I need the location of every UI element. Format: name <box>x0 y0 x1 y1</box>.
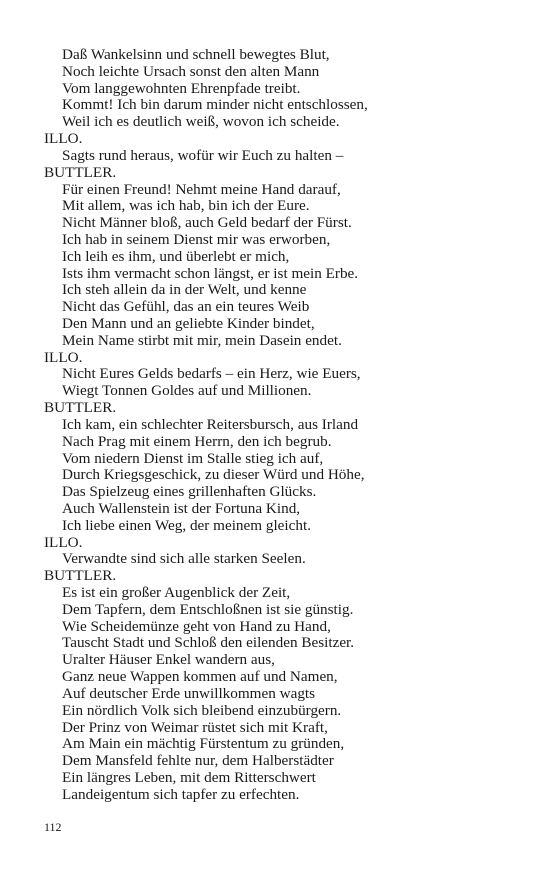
verse-line: Nicht Männer bloß, auch Geld bedarf der Fürst. <box>62 214 352 232</box>
verse-line: Für einen Freund! Nehmt meine Hand darauf, <box>62 180 341 198</box>
verse-line: Tauscht Stadt und Schloß den eilenden Besitzer. <box>62 634 355 652</box>
verse-line: Es ist ein großer Augenblick der Zeit, <box>62 584 291 601</box>
speaker-name: ILLO. <box>44 348 83 366</box>
verse-line: Ganz neue Wappen kommen auf und Namen, <box>62 668 338 686</box>
speaker-name: BUTTLER. <box>44 567 117 585</box>
verse-line: Sagts rund heraus, wofür wir Euch zu halten – <box>62 146 344 164</box>
verse-line: Ich hab in seinem Dienst mir was erworben, <box>62 230 331 248</box>
verse-line: Auch Wallenstein ist der Fortuna Kind, <box>62 499 301 517</box>
verse-line: Ein nördlich Volk sich bleibend einzubürgern. <box>62 701 342 719</box>
speaker-name: ILLO. <box>44 130 83 148</box>
verse-line: Nicht Eures Gelds bedarfs – ein Herz, wie Euers, <box>62 365 361 383</box>
speaker-name: BUTTLER. <box>44 399 117 417</box>
verse-line: Nach Prag mit einem Herrn, den ich begrub. <box>62 432 332 450</box>
verse-line: Noch leichte Ursach sonst den alten Mann <box>62 62 320 80</box>
verse-line: Landeigentum sich tapfer zu erfechten. <box>62 785 300 803</box>
verse-line: Durch Kriegsgeschick, zu dieser Würd und Höhe, <box>62 466 365 484</box>
verse-line: Nicht das Gefühl, das an ein teures Weib <box>62 298 310 316</box>
page-number: 112 <box>44 820 62 834</box>
verse-line: Weil ich es deutlich weiß, wovon ich scheide. <box>62 113 340 131</box>
verse-line: Vom niedern Dienst im Stalle stieg ich auf, <box>62 449 324 467</box>
verse-line: Ich liebe einen Weg, der meinem gleicht. <box>62 516 311 534</box>
verse-line: Uralter Häuser Enkel wandern aus, <box>62 651 275 669</box>
verse-line: Den Mann und an geliebte Kinder bindet, <box>62 315 315 332</box>
verse-line: Daß Wankelsinn und schnell bewegtes Blut, <box>62 46 330 63</box>
verse-line: Mit allem, was ich hab, bin ich der Eure. <box>62 197 310 215</box>
verse-line: Mein Name stirbt mit mir, mein Dasein endet. <box>62 331 342 349</box>
verse-line: Das Spielzeug eines grillenhaften Glücks. <box>62 483 317 501</box>
verse-line: Ein längres Leben, mit dem Ritterschwert <box>62 768 316 786</box>
verse-line: Am Main ein mächtig Fürstentum zu gründen, <box>62 735 345 753</box>
verse-line: Wiegt Tonnen Goldes auf und Millionen. <box>62 382 312 400</box>
verse-line: Wie Scheidemünze geht von Hand zu Hand, <box>62 617 331 635</box>
verse-line: Der Prinz von Weimar rüstet sich mit Kraft, <box>62 718 328 736</box>
speaker-name: ILLO. <box>44 533 83 551</box>
verse-line: Verwandte sind sich alle starken Seelen. <box>62 550 306 568</box>
verse-line: Ists ihm vermacht schon längst, er ist mein Erbe. <box>62 264 359 282</box>
verse-line: Auf deutscher Erde unwillkommen wagts <box>62 684 316 702</box>
speaker-name: BUTTLER. <box>44 163 117 181</box>
play-text <box>44 47 368 804</box>
verse-line: Ich steh allein da in der Welt, und kenne <box>62 281 307 299</box>
verse-line: Dem Mansfeld fehlte nur, dem Halberstädter <box>62 752 334 770</box>
verse-line: Ich leih es ihm, und überlebt er mich, <box>62 247 290 265</box>
verse-line: Dem Tapfern, dem Entschloßnen ist sie günstig. <box>62 600 354 618</box>
verse-line: Ich kam, ein schlechter Reitersbursch, aus Irland <box>62 415 359 433</box>
verse-line: Kommt! Ich bin darum minder nicht entschlossen, <box>62 96 368 114</box>
verse-line: Vom langgewohnten Ehrenpfade treibt. <box>62 79 301 97</box>
